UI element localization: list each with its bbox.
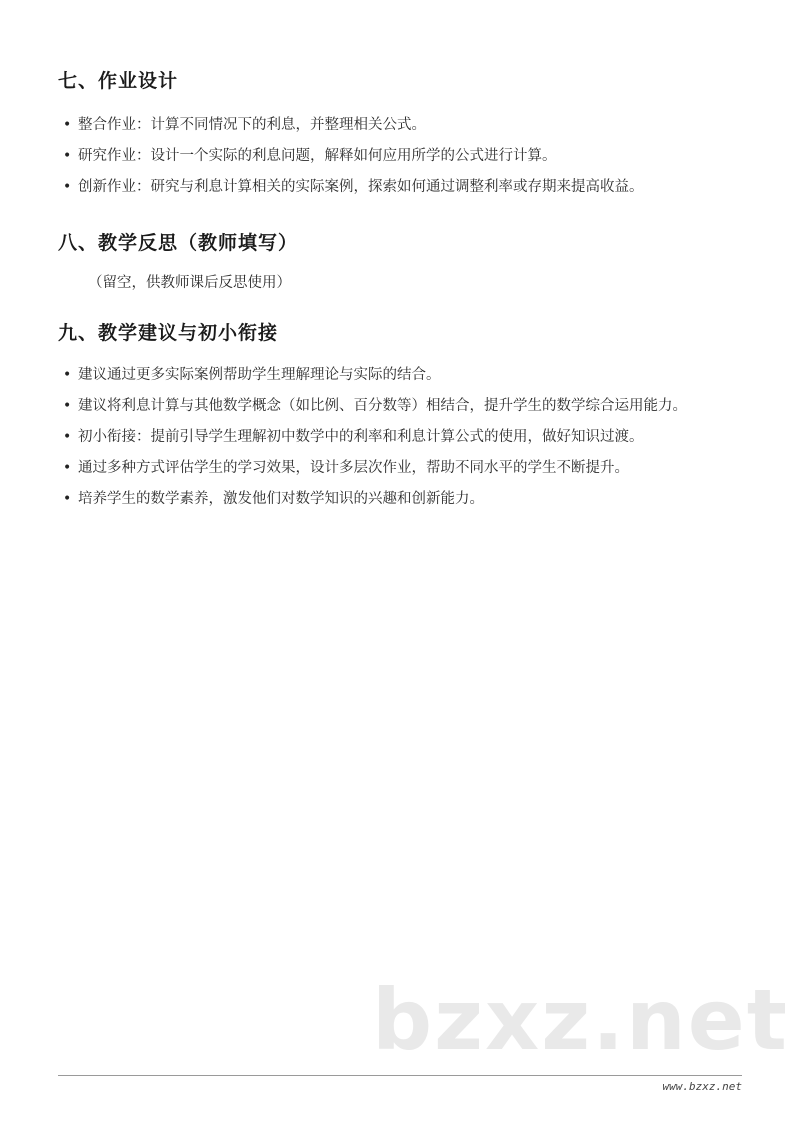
list-item: • 通过多种方式评估学生的学习效果，设计多层次作业，帮助不同水平的学生不断提升。 bbox=[58, 456, 748, 481]
footer-divider bbox=[58, 1075, 742, 1076]
bullet-icon: • bbox=[63, 429, 72, 445]
list-item: • 建议通过更多实际案例帮助学生理解理论与实际的结合。 bbox=[58, 363, 748, 388]
bullet-icon: • bbox=[63, 460, 72, 476]
section-heading: 九、教学建议与初小衔接 bbox=[58, 322, 279, 344]
reflection-note: （留空，供教师课后反思使用） bbox=[88, 275, 291, 291]
list-item: • 创新作业：研究与利息计算相关的实际案例，探索如何通过调整利率或存期来提高收益。 bbox=[58, 175, 748, 200]
watermark: bzxz.net bbox=[372, 971, 789, 1069]
list-item: • 初小衔接：提前引导学生理解初中数学中的利率和利息计算公式的使用，做好知识过渡。 bbox=[58, 425, 748, 450]
bullet-icon: • bbox=[63, 367, 72, 383]
list-item: • 整合作业：计算不同情况下的利息，并整理相关公式。 bbox=[58, 113, 748, 138]
list-item: • 培养学生的数学素养，激发他们对数学知识的兴趣和创新能力。 bbox=[58, 487, 748, 512]
footer-url: www.bzxz.net bbox=[662, 1080, 742, 1093]
bullet-icon: • bbox=[63, 491, 72, 507]
bullet-list bbox=[58, 363, 748, 512]
section-homework-design bbox=[58, 66, 748, 200]
bullet-icon: • bbox=[63, 117, 72, 133]
section-heading: 八、教学反思（教师填写） bbox=[58, 232, 299, 254]
list-item: • 建议将利息计算与其他数学概念（如比例、百分数等）相结合，提升学生的数学综合运用能力。 bbox=[58, 394, 748, 419]
list-item: • 研究作业：设计一个实际的利息问题，解释如何应用所学的公式进行计算。 bbox=[58, 144, 748, 169]
section-teaching-suggestions bbox=[58, 318, 748, 512]
bullet-list bbox=[58, 113, 748, 200]
bullet-icon: • bbox=[63, 148, 72, 164]
section-heading: 七、作业设计 bbox=[58, 70, 179, 92]
bullet-icon: • bbox=[63, 398, 72, 414]
section-teaching-reflection bbox=[58, 228, 748, 296]
bullet-icon: • bbox=[63, 179, 72, 195]
